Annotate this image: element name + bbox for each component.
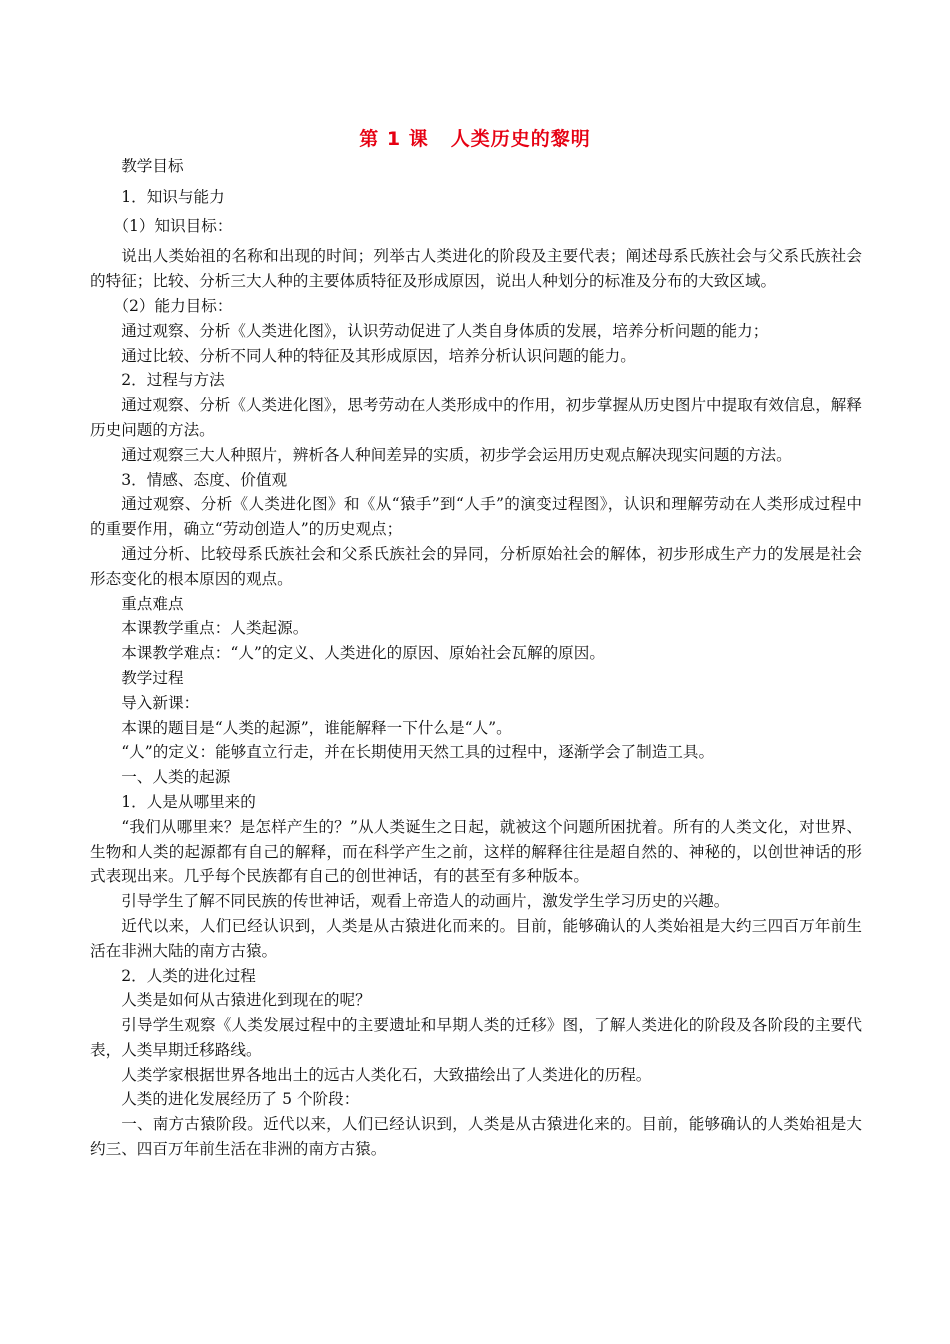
section-line: 导入新课： xyxy=(121,693,200,712)
paragraph: “我们从哪里来？是怎样产生的？”从人类诞生之日起，就被这个问题所困扰着。所有的人类文化，对世界、生物和人类的起源都有自己的解释，而在科学产生之前，这样的解释往往是超自然的、神秘的，以创世神话的形式表现出来。几乎每个民族都有自己的创世神话，有的甚至有多种版本。 xyxy=(90,817,862,886)
section-line: 教学目标 xyxy=(121,157,184,175)
paragraph: 说出人类始祖的名称和出现的时间；列举古人类进化的阶段及主要代表；阐述母系氏族社会与父系氏族社会的特征；比较、分析三大人种的主要体质特征及形成原因，说出人种划分的标准及分布的大致区域。 xyxy=(90,247,862,291)
section-line: 本课教学难点：“人”的定义、人类进化的原因、原始社会瓦解的原因。 xyxy=(121,644,605,663)
section-line: 1．人是从哪里来的 xyxy=(121,792,256,811)
section-line: 3．情感、态度、价值观 xyxy=(121,470,288,489)
section-line: 重点难点 xyxy=(121,594,184,613)
paragraph: 通过观察、分析《人类进化图》，思考劳动在人类形成中的作用，初步掌握从历史图片中提取有效信息，解释历史问题的方法。 xyxy=(90,396,862,439)
section-line: （2）能力目标： xyxy=(113,296,233,315)
paragraph: 通过观察、分析《人类进化图》，认识劳动促进了人类自身体质的发展，培养分析问题的能力； xyxy=(121,321,769,340)
paragraph: 引导学生了解不同民族的传世神话，观看上帝造人的动画片，激发学生学习历史的兴趣。 xyxy=(121,892,730,911)
paragraph: 通过观察、分析《人类进化图》和《从“猿手”到“人手”的演变过程图》，认识和理解劳动在人类形成过程中的重要作用，确立“劳动创造人”的历史观点； xyxy=(90,495,862,539)
page-title xyxy=(0,124,950,151)
paragraph: 一、南方古猿阶段。近代以来，人们已经认识到，人类是从古猿进化来的。目前，能够确认的人类始祖是大约三、四百万年前生活在非洲的南方古猿。 xyxy=(90,1115,862,1159)
paragraph: 近代以来，人们已经认识到，人类是从古猿进化而来的。目前，能够确认的人类始祖是大约三四百万年前生活在非洲大陆的南方古猿。 xyxy=(90,916,862,960)
section-line: （1）知识目标： xyxy=(113,216,233,235)
paragraph: 通过比较、分析不同人种的特征及其形成原因，培养分析认识问题的能力。 xyxy=(121,346,636,365)
section-line: “人”的定义：能够直立行走，并在长期使用天然工具的过程中，逐渐学会了制造工具。 xyxy=(121,743,715,762)
lesson-title: 人类历史的黎明 xyxy=(450,128,591,150)
section-line: 教学过程 xyxy=(121,668,184,687)
section-line: 本课的题目是“人类的起源”，谁能解释一下什么是“人”。 xyxy=(121,718,512,737)
paragraph: 引导学生观察《人类发展过程中的主要遗址和早期人类的迁移》图，了解人类进化的阶段及各阶段的主要代表，人类早期迁移路线。 xyxy=(90,1016,862,1059)
section-line: 一、人类的起源 xyxy=(121,768,231,787)
section-line: 人类是如何从古猿进化到现在的呢？ xyxy=(121,991,371,1010)
section-line: 人类的进化发展经历了 5 个阶段： xyxy=(121,1090,360,1109)
paragraph: 人类学家根据世界各地出土的远古人类化石，大致描绘出了人类进化的历程。 xyxy=(121,1065,652,1084)
section-line: 1．知识与能力 xyxy=(121,187,225,206)
section-line: 本课教学重点：人类起源。 xyxy=(121,619,309,638)
document-body xyxy=(90,148,862,1162)
lesson-number: 第 1 课 xyxy=(359,128,429,150)
section-line: 2．人类的进化过程 xyxy=(121,966,256,985)
section-line: 2．过程与方法 xyxy=(121,371,225,390)
paragraph: 通过观察三大人种照片，辨析各人种间差异的实质，初步学会运用历史观点解决现实问题的方法。 xyxy=(121,445,792,464)
paragraph: 通过分析、比较母系氏族社会和父系氏族社会的异同，分析原始社会的解体，初步形成生产力的发展是社会形态变化的根本原因的观点。 xyxy=(90,544,862,588)
